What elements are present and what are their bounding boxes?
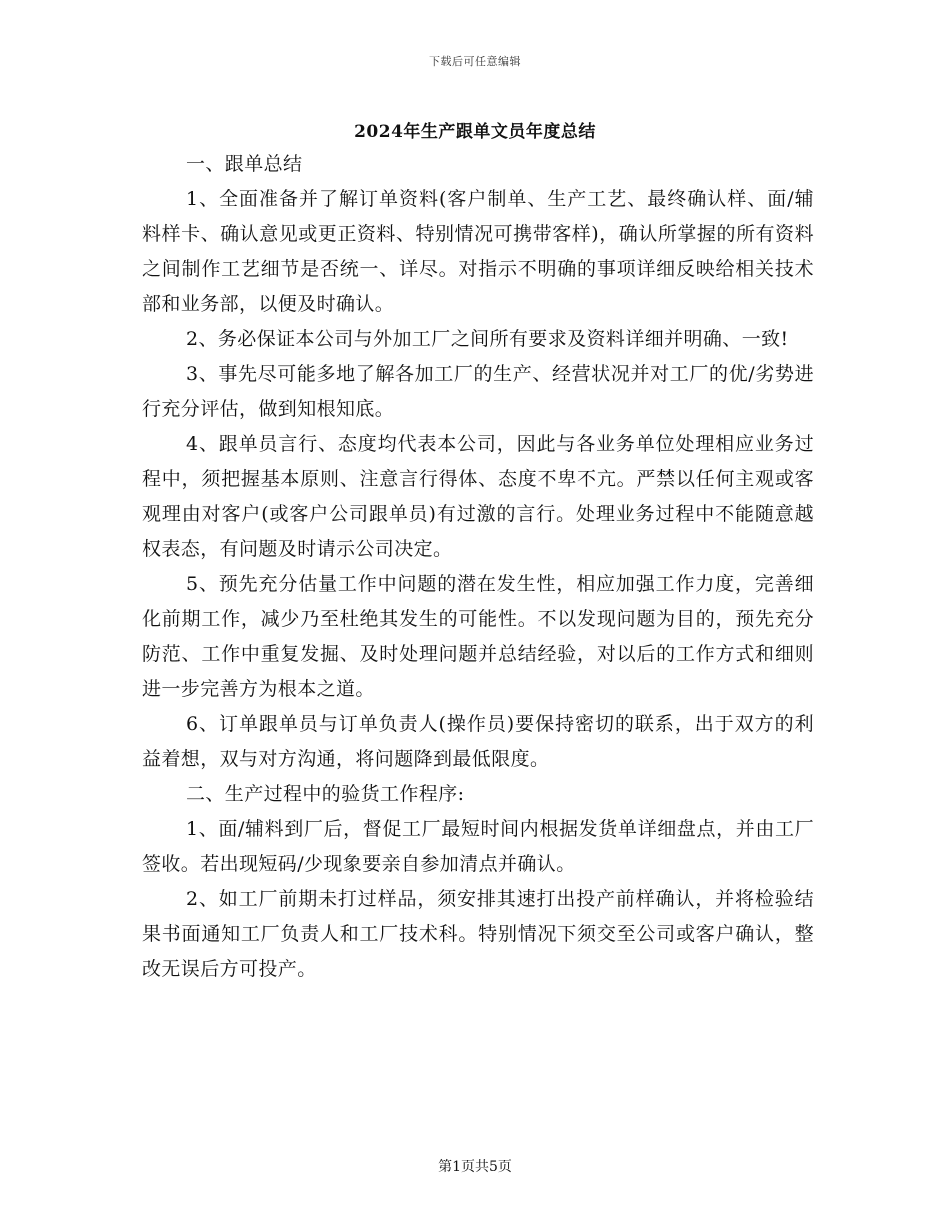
paragraph-section-2-item-1: 1、面/辅料到厂后，督促工厂最短时间内根据发货单详细盘点，并由工厂签收。若出现短码/少现象要亲自参加清点并确认。 [142, 818, 814, 875]
paragraph-item-1: 1、全面准备并了解订单资料(客户制单、生产工艺、最终确认样、面/辅料样卡、确认意见或更正资料、特别情况可携带客样)，确认所掌握的所有资料之间制作工艺细节是否统一、详尽。对指示不明确的事项详细反映给相关技术部和业务部，以便及时确认。 [142, 188, 814, 315]
paragraph-section-2-heading: 二、生产过程中的验货工作程序: [186, 783, 465, 805]
paragraph-item-6: 6、订单跟单员与订单负责人(操作员)要保持密切的联系，出于双方的利益着想，双与对方沟通，将问题降到最低限度。 [142, 713, 814, 770]
paragraph-item-2: 2、务必保证本公司与外加工厂之间所有要求及资料详细并明确、一致! [186, 328, 789, 350]
header-note: 下载后可任意编辑 [429, 55, 521, 68]
paragraph-item-3: 3、事先尽可能多地了解各加工厂的生产、经营状况并对工厂的优/劣势进行充分评估，做到知根知底。 [142, 363, 814, 420]
paragraph-item-5: 5、预先充分估量工作中问题的潜在发生性，相应加强工作力度，完善细化前期工作，减少乃至杜绝其发生的可能性。不以发现问题为目的，预先充分防范、工作中重复发掘、及时处理问题并总结经验，对以后的工作方式和细则进一步完善方为根本之道。 [142, 573, 814, 700]
paragraph-section-2-item-2: 2、如工厂前期未打过样品，须安排其速打出投产前样确认，并将检验结果书面通知工厂负责人和工厂技术科。特别情况下须交至公司或客户确认，整改无误后方可投产。 [142, 888, 814, 980]
document-title: 2024年生产跟单文员年度总结 [354, 122, 596, 142]
document-body [142, 147, 814, 987]
paragraph-item-4: 4、跟单员言行、态度均代表本公司，因此与各业务单位处理相应业务过程中，须把握基本原则、注意言行得体、态度不卑不亢。严禁以任何主观或客观理由对客户(或客户公司跟单员)有过激的言行。处理业务过程中不能随意越权表态，有问题及时请示公司决定。 [142, 433, 814, 560]
paragraph-section-1-heading: 一、跟单总结 [186, 153, 303, 175]
page-number-footer: 第1页共5页 [438, 1159, 512, 1175]
